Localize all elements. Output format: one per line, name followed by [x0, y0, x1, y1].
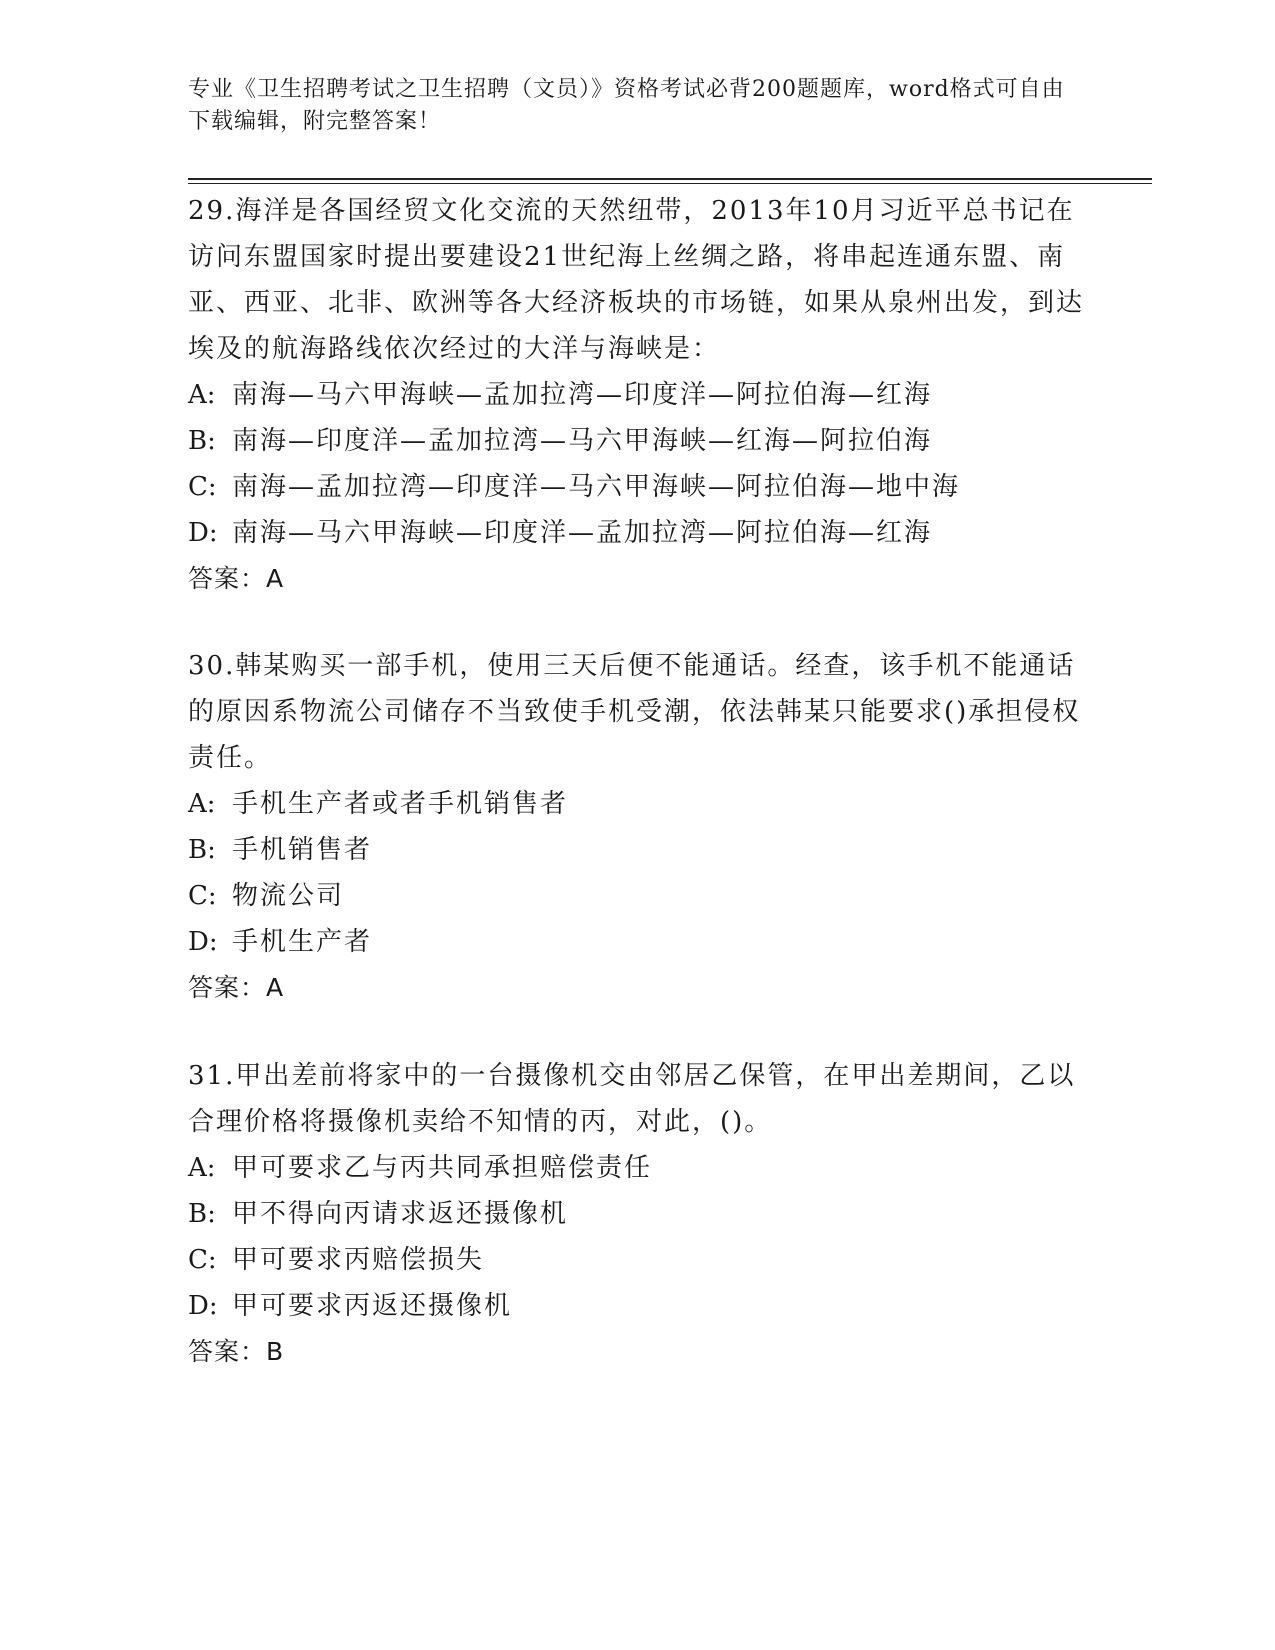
- option-b: [188, 418, 1088, 464]
- option-text: 手机生产者: [232, 927, 373, 957]
- option-d: [188, 1283, 1088, 1329]
- option-text: 甲不得向丙请求返还摄像机: [232, 1199, 569, 1229]
- option-b: [188, 827, 1088, 873]
- option-c: [188, 873, 1088, 919]
- option-key: A:: [188, 380, 216, 410]
- header-divider: [188, 178, 1152, 180]
- question-29: [188, 188, 1088, 602]
- option-text: 甲可要求乙与丙共同承担赔偿责任: [232, 1153, 653, 1183]
- option-b: [188, 1191, 1088, 1237]
- option-key: D:: [188, 518, 218, 548]
- answer-line: 答案：A: [188, 973, 285, 1002]
- option-key: D:: [188, 1291, 218, 1321]
- option-a: [188, 372, 1088, 418]
- option-key: B:: [188, 1199, 216, 1229]
- option-c: [188, 464, 1088, 510]
- option-a: [188, 781, 1088, 827]
- option-d: [188, 510, 1088, 556]
- option-text: 南海—马六甲海峡—孟加拉湾—印度洋—阿拉伯海—红海: [232, 380, 933, 410]
- question-30: [188, 643, 1088, 1011]
- option-text: 手机销售者: [232, 835, 373, 865]
- option-key: A:: [188, 789, 216, 819]
- question-stem: 30.韩某购买一部手机，使用三天后便不能通话。经查，该手机不能通话的原因系物流公司储存不当致使手机受潮，依法韩某只能要求()承担侵权责任。: [188, 651, 1081, 773]
- option-key: C:: [188, 472, 217, 502]
- option-c: [188, 1237, 1088, 1283]
- option-text: 手机生产者或者手机销售者: [232, 789, 569, 819]
- option-key: D:: [188, 927, 218, 957]
- option-key: C:: [188, 1245, 217, 1275]
- question-stem: 29.海洋是各国经贸文化交流的天然纽带，2013年10月习近平总书记在访问东盟国家时提出要建设21世纪海上丝绸之路，将串起连通东盟、南亚、西亚、北非、欧洲等各大经济板块的市场链，如果从泉州出发，到达埃及的航海路线依次经过的大洋与海峡是：: [188, 196, 1085, 364]
- option-text: 南海—孟加拉湾—印度洋—马六甲海峡—阿拉伯海—地中海: [232, 472, 961, 502]
- question-stem: 31.甲出差前将家中的一台摄像机交由邻居乙保管，在甲出差期间，乙以合理价格将摄像机卖给不知情的丙，对此，()。: [188, 1061, 1076, 1137]
- option-key: A:: [188, 1153, 216, 1183]
- option-key: C:: [188, 881, 217, 911]
- question-31: [188, 1053, 1088, 1375]
- option-key: B:: [188, 426, 216, 456]
- document-header-title: 专业《卫生招聘考试之卫生招聘（文员）》资格考试必背200题题库，word格式可自由下载编辑，附完整答案！: [188, 77, 1065, 134]
- option-key: B:: [188, 835, 216, 865]
- option-text: 南海—马六甲海峡—印度洋—孟加拉湾—阿拉伯海—红海: [232, 518, 933, 548]
- option-text: 物流公司: [232, 881, 345, 911]
- option-d: [188, 919, 1088, 965]
- answer-line: 答案：A: [188, 564, 285, 593]
- option-text: 甲可要求丙赔偿损失: [232, 1245, 485, 1275]
- option-text: 南海—印度洋—孟加拉湾—马六甲海峡—红海—阿拉伯海: [232, 426, 933, 456]
- answer-line: 答案：B: [188, 1337, 285, 1366]
- header-divider-thin: [188, 183, 1152, 184]
- option-text: 甲可要求丙返还摄像机: [232, 1291, 513, 1321]
- option-a: [188, 1145, 1088, 1191]
